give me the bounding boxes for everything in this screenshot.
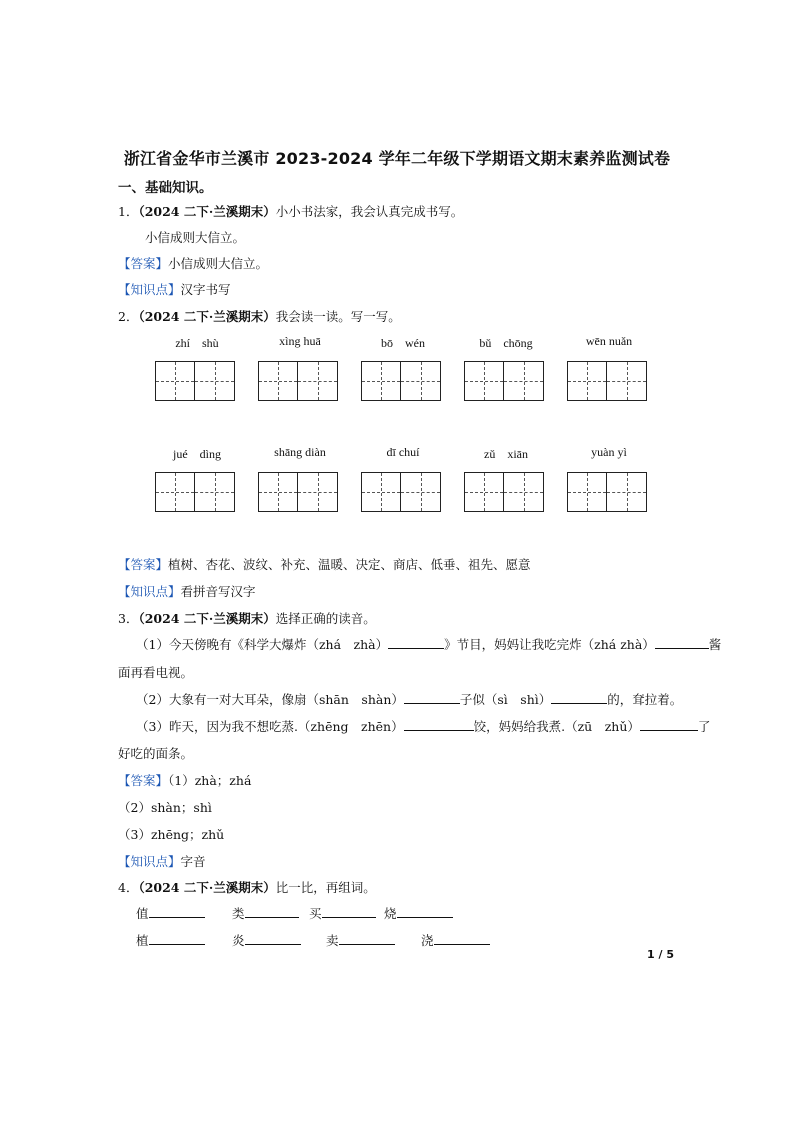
writing-grid[interactable]: [567, 361, 647, 401]
writing-grid[interactable]: [567, 472, 647, 512]
pinyin-label: bǔ chōng: [479, 336, 533, 350]
question-text: 比一比，再组词。: [275, 880, 376, 895]
question-1: [118, 202, 463, 220]
writing-grid[interactable]: [361, 361, 441, 401]
answer-text: 小信成则大信立。: [168, 256, 269, 271]
word-item: [232, 931, 301, 949]
writing-grid[interactable]: [155, 472, 235, 512]
question-number: 2．: [118, 309, 139, 324]
writing-grid[interactable]: [258, 361, 338, 401]
q3-text: 饺，妈妈给我煮.（zū zhǔ）: [473, 719, 640, 734]
q1-knowledge: [118, 280, 231, 298]
character: 类: [232, 906, 245, 921]
q3-text: 》节目，妈妈让我吃完炸（zhá zhà）: [444, 637, 655, 652]
q3-answer-3: （3）zhēng；zhǔ: [118, 827, 225, 842]
answer-tag: 【答案】: [118, 773, 169, 788]
answer-blank[interactable]: [388, 636, 444, 649]
pinyin-label: zǔ xiān: [484, 447, 528, 461]
answer-blank[interactable]: [322, 905, 376, 918]
character: 炎: [232, 933, 245, 948]
answer-tag: 【答案】: [118, 557, 169, 572]
pinyin-label: dī chuí: [386, 445, 420, 459]
question-text: 选择正确的读音。: [275, 611, 376, 626]
answer-blank[interactable]: [404, 718, 474, 731]
character: 值: [136, 906, 149, 921]
q3-knowledge: [118, 852, 206, 870]
q1-sentence: 小信成则大信立。: [145, 230, 246, 245]
word-item: [309, 904, 376, 922]
question-source: （2024 二下·兰溪期末）: [138, 309, 276, 324]
q3-text: 酱: [708, 637, 722, 652]
section-heading: 一、基础知识。: [118, 180, 213, 196]
character: 买: [309, 906, 322, 921]
question-number: 4．: [118, 880, 139, 895]
pinyin-label: bō wén: [381, 336, 425, 350]
q3-text: 的，耷拉着。: [607, 692, 683, 707]
answer-text: 植树、杏花、波纹、补充、温暖、决定、商店、低垂、祖先、愿意: [168, 557, 531, 572]
pinyin-label: wēn nuǎn: [585, 334, 633, 348]
question-source: （2024 二下·兰溪期末）: [138, 880, 276, 895]
q2-answer: [118, 555, 531, 573]
answer-blank[interactable]: [397, 905, 453, 918]
character: 浇: [421, 933, 434, 948]
question-4: [118, 878, 376, 896]
word-item: [232, 904, 299, 922]
question-number: 3．: [118, 611, 139, 626]
answer-blank[interactable]: [339, 932, 395, 945]
knowledge-tag: 【知识点】: [118, 854, 181, 869]
q3-answer: [118, 771, 251, 789]
answer-blank[interactable]: [404, 691, 460, 704]
q3-text: （3）昨天，因为我不想吃蒸.（zhēng zhēn）: [136, 719, 404, 734]
page-number: 1 / 5: [647, 948, 674, 961]
knowledge-text: 汉字书写: [180, 282, 231, 297]
q3-text: 子似（sì shì）: [459, 692, 552, 707]
answer-blank[interactable]: [640, 718, 698, 731]
question-text: 小小书法家，我会认真完成书写。: [275, 204, 464, 219]
answer-blank[interactable]: [245, 932, 301, 945]
character: 卖: [326, 933, 339, 948]
answer-blank[interactable]: [655, 636, 709, 649]
q3-line-1-cont: 面再看电视。: [118, 665, 194, 680]
pinyin-label: yuàn yì: [591, 445, 627, 459]
word-item: [384, 904, 453, 922]
q3-line-1: [136, 635, 721, 653]
pinyin-label: shāng diàn: [274, 445, 326, 459]
knowledge-text: 看拼音写汉字: [180, 584, 256, 599]
q3-line-3-cont: 好吃的面条。: [118, 746, 194, 761]
character: 烧: [384, 906, 397, 921]
q3-answer-2: （2）shàn；shì: [118, 800, 212, 815]
word-item: [326, 931, 395, 949]
knowledge-tag: 【知识点】: [118, 584, 181, 599]
question-source: （2024 二下·兰溪期末）: [138, 204, 276, 219]
q2-knowledge: [118, 582, 256, 600]
writing-grid[interactable]: [464, 472, 544, 512]
q3-text: （1）今天傍晚有《科学大爆炸（zhá zhà）: [136, 637, 389, 652]
word-item: [136, 931, 205, 949]
question-number: 1．: [118, 204, 139, 219]
word-item: [136, 904, 205, 922]
q3-line-2: [136, 690, 682, 708]
writing-grid[interactable]: [361, 472, 441, 512]
q3-text: （2）大象有一对大耳朵，像扇（shān shàn）: [136, 692, 404, 707]
knowledge-tag: 【知识点】: [118, 282, 181, 297]
answer-text: （1）zhà；zhá: [168, 773, 252, 788]
answer-blank[interactable]: [149, 932, 205, 945]
answer-blank[interactable]: [434, 932, 490, 945]
q1-answer: [118, 254, 268, 272]
pinyin-label: zhí shù: [175, 336, 219, 350]
answer-blank[interactable]: [149, 905, 205, 918]
page-title: 浙江省金华市兰溪市 2023-2024 学年二年级下学期语文期末素养监测试卷: [123, 149, 671, 168]
answer-blank[interactable]: [245, 905, 299, 918]
answer-blank[interactable]: [551, 691, 607, 704]
question-source: （2024 二下·兰溪期末）: [138, 611, 276, 626]
question-2: [118, 307, 401, 325]
q3-line-3: [136, 717, 710, 735]
character: 植: [136, 933, 149, 948]
knowledge-text: 字音: [180, 854, 206, 869]
word-item: [421, 931, 490, 949]
question-3: [118, 609, 376, 627]
writing-grid[interactable]: [464, 361, 544, 401]
question-text: 我会读一读。写一写。: [275, 309, 401, 324]
answer-tag: 【答案】: [118, 256, 169, 271]
writing-grid[interactable]: [155, 361, 235, 401]
writing-grid[interactable]: [258, 472, 338, 512]
q3-text: 了: [697, 719, 711, 734]
pinyin-label: xìng huā: [279, 334, 321, 348]
pinyin-label: jué dìng: [173, 447, 221, 461]
